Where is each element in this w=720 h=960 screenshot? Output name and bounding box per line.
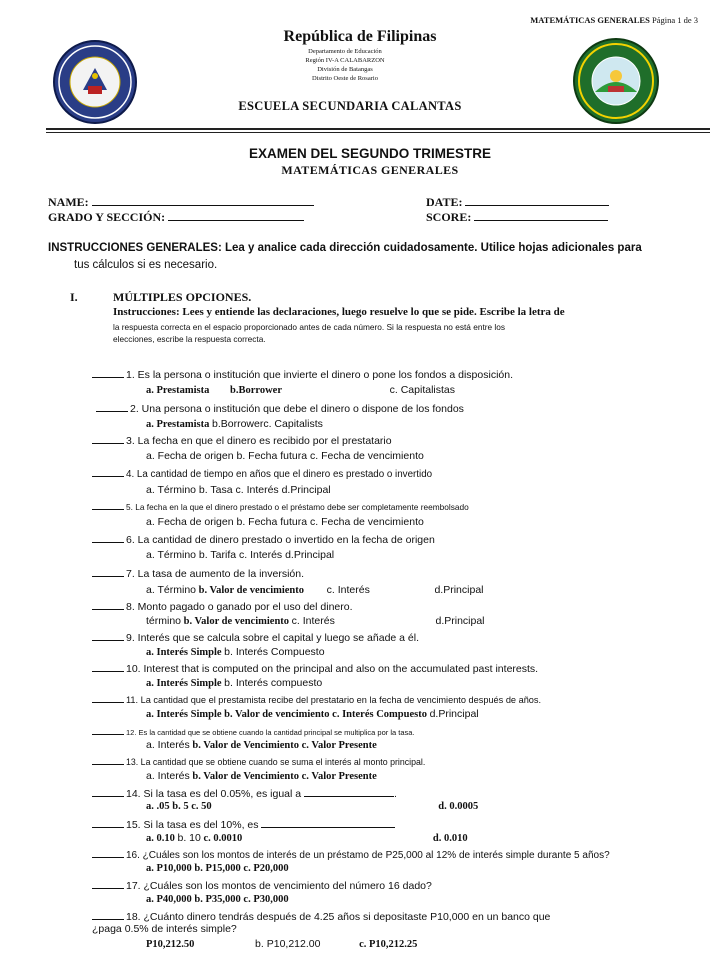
general-instructions-cont: tus cálculos si es necesario. (74, 259, 218, 271)
answer-blank[interactable] (92, 787, 124, 797)
q10-options (146, 677, 322, 689)
section-instructions: Instrucciones: Lees y entiende las declaraciones, luego resuelve lo que se pide. Escribe la letra de (113, 306, 565, 318)
date-field[interactable]: DATE: (426, 195, 609, 210)
answer-blank[interactable] (92, 600, 124, 610)
option: a. Término (146, 584, 196, 596)
question-14: 14. Si la tasa es del 0.05%, es igual a . (92, 786, 397, 800)
republic-title: República de Filipinas (283, 28, 437, 45)
option: c. Interés (291, 615, 335, 627)
q8-options (146, 615, 485, 627)
q15-options (146, 832, 468, 844)
divider (46, 132, 710, 133)
option: b. Valor de vencimiento (183, 616, 290, 627)
q14-options (146, 801, 478, 812)
question-2: 2. Una persona o institución que debe el dinero o dispone de los fondos (96, 402, 464, 415)
option: P10,212.50 (146, 939, 195, 950)
question-4: 4. La cantidad de tiempo en años que el dinero es prestado o invertido (92, 467, 432, 480)
q17-options: a. P40,000 b. P35,000 c. P30,000 (146, 894, 289, 905)
question-8: 8. Monto pagado o ganado por el uso del dinero. (92, 600, 353, 613)
answer-blank[interactable] (92, 434, 124, 444)
option: c. P10,212.25 (359, 939, 418, 950)
question-9: 9. Interés que se calcula sobre el capital y luego se añade a él. (92, 631, 419, 644)
answer-blank[interactable] (92, 368, 124, 378)
question-18-cont: ¿paga 0.5% de interés simple? (92, 923, 237, 935)
question-13: 13. La cantidad que se obtiene cuando se suma el interés al monto principal. (92, 755, 425, 767)
option: término (146, 615, 182, 627)
answer-blank[interactable] (92, 500, 124, 510)
question-1: 1. Es la persona o institución que invierte el dinero o pone los fondos a disposición. (92, 368, 513, 381)
option: d.Principal (434, 584, 484, 596)
option: b. Valor de Vencimiento c. Valor Presente (192, 740, 377, 751)
option: b. Interés Compuesto (224, 646, 325, 658)
section-number: I. (70, 290, 78, 304)
q6-options: a. Término b. Tarifa c. Interés d.Principal (146, 549, 335, 561)
dept-line: Región IV-A CALABARZON (305, 57, 385, 64)
answer-blank[interactable] (92, 848, 124, 858)
q13-options (146, 770, 377, 782)
section-instructions-line: elecciones, escribe la respuesta correcta. (113, 334, 266, 344)
option: c. Interés (326, 584, 370, 596)
option: a. Interés (146, 739, 190, 751)
question-3: 3. La fecha en que el dinero es recibido por el prestatario (92, 434, 392, 447)
option: a. .05 b. 5 c. 50 (146, 801, 212, 812)
option: b. Valor de vencimiento (198, 585, 305, 596)
q18-options (146, 938, 417, 950)
section-instructions-line: la respuesta correcta en el espacio proporcionado antes de cada número. Si la respuesta no está entre los (113, 322, 506, 332)
score-field[interactable]: SCORE: (426, 210, 608, 225)
option: b. P10,212.00 (255, 938, 321, 950)
q1-options (146, 384, 455, 396)
exam-title: EXAMEN DEL SEGUNDO TRIMESTRE (248, 146, 492, 161)
grade-field[interactable]: GRADO Y SECCIÓN: (48, 210, 304, 225)
question-16: 16. ¿Cuáles son los montos de interés de un préstamo de P25,000 al 12% de interés simple durante 5 años? (92, 848, 610, 861)
q9-options (146, 646, 325, 658)
option: b.Borrowerc. Capitalists (212, 418, 323, 430)
question-15: 15. Si la tasa es del 10%, es (92, 817, 395, 831)
q11-options (146, 708, 479, 720)
option: a. Interés (146, 770, 190, 782)
question-12: 12. Es la cantidad que se obtiene cuando la cantidad principal se multiplica por la tasa. (92, 725, 415, 737)
answer-blank[interactable] (92, 818, 124, 828)
question-18: 18. ¿Cuánto dinero tendrás después de 4.25 años si depositaste P10,000 en un banco que (92, 910, 550, 923)
question-11: 11. La cantidad que el prestamista recibe del prestatario en la fecha de vencimiento después de años. (92, 693, 541, 705)
option: a. Interés Simple (146, 647, 222, 658)
option: c. 0.0010 (203, 833, 243, 844)
option: c. Capitalistas (389, 384, 455, 396)
option: d.Principal (435, 615, 485, 627)
q4-options: a. Término b. Tasa c. Interés d.Principal (146, 484, 331, 496)
answer-blank[interactable] (92, 910, 124, 920)
option: a. Prestamista (146, 385, 210, 396)
question-6: 6. La cantidad de dinero prestado o invertido en la fecha de origen (92, 533, 435, 546)
school-name: ESCUELA SECUNDARIA CALANTAS (238, 99, 462, 113)
option: d. 0.010 (432, 833, 468, 844)
option: d.Principal (429, 708, 479, 720)
answer-blank[interactable] (92, 693, 124, 703)
question-7: 7. La tasa de aumento de la inversión. (92, 567, 304, 580)
q5-options: a. Fecha de origen b. Fecha futura c. Fecha de vencimiento (146, 516, 424, 528)
q16-options: a. P10,000 b. P15,000 c. P20,000 (146, 863, 289, 874)
general-instructions: INSTRUCCIONES GENERALES: Lea y analice cada dirección cuidadosamente. Utilice hojas adicionales para (48, 242, 642, 254)
option: b. Valor de Vencimiento c. Valor Presente (192, 771, 377, 782)
answer-blank[interactable] (92, 631, 124, 641)
divider (46, 128, 710, 130)
answer-blank[interactable] (92, 662, 124, 672)
option: a. Interés Simple b. Valor de vencimiento c. Interés Compuesto (146, 709, 427, 720)
page-label: MATEMÁTICAS GENERALES Página 1 de 3 (530, 15, 698, 25)
name-field[interactable]: NAME: (48, 195, 314, 210)
question-5: 5. La fecha en la que el dinero prestado o el préstamo debe ser completamente reembolsado (92, 500, 469, 512)
q2-options (146, 418, 323, 430)
answer-blank[interactable] (92, 879, 124, 889)
answer-blank[interactable] (92, 755, 124, 765)
question-10: 10. Interest that is computed on the principal and also on the accumulated past interests. (92, 662, 538, 675)
answer-blank[interactable] (92, 533, 124, 543)
answer-blank[interactable] (92, 725, 124, 735)
option: d. 0.0005 (438, 801, 479, 812)
option: a. Interés Simple (146, 678, 222, 689)
q3-options: a. Fecha de origen b. Fecha futura c. Fecha de vencimiento (146, 450, 424, 462)
option: a. 0.10 (146, 833, 175, 844)
option: b.Borrower (230, 385, 283, 396)
dept-line: Distrito Oeste de Rosario (312, 75, 378, 82)
option: b. 10 (177, 832, 201, 844)
answer-blank[interactable] (92, 467, 124, 477)
option: a. Prestamista (146, 419, 210, 430)
exam-subject: MATEMÁTICAS GENERALES (281, 163, 459, 177)
option: b. Interés compuesto (224, 677, 323, 689)
q12-options (146, 739, 377, 751)
section-title: MÚLTIPLES OPCIONES. (113, 290, 252, 304)
dept-line: Departamento de Educación (308, 48, 382, 55)
answer-blank[interactable] (92, 567, 124, 577)
dept-line: División de Batangas (317, 66, 373, 73)
answer-blank[interactable] (96, 402, 128, 412)
q7-options (146, 584, 484, 596)
question-17: 17. ¿Cuáles son los montos de vencimiento del número 16 dado? (92, 879, 432, 892)
